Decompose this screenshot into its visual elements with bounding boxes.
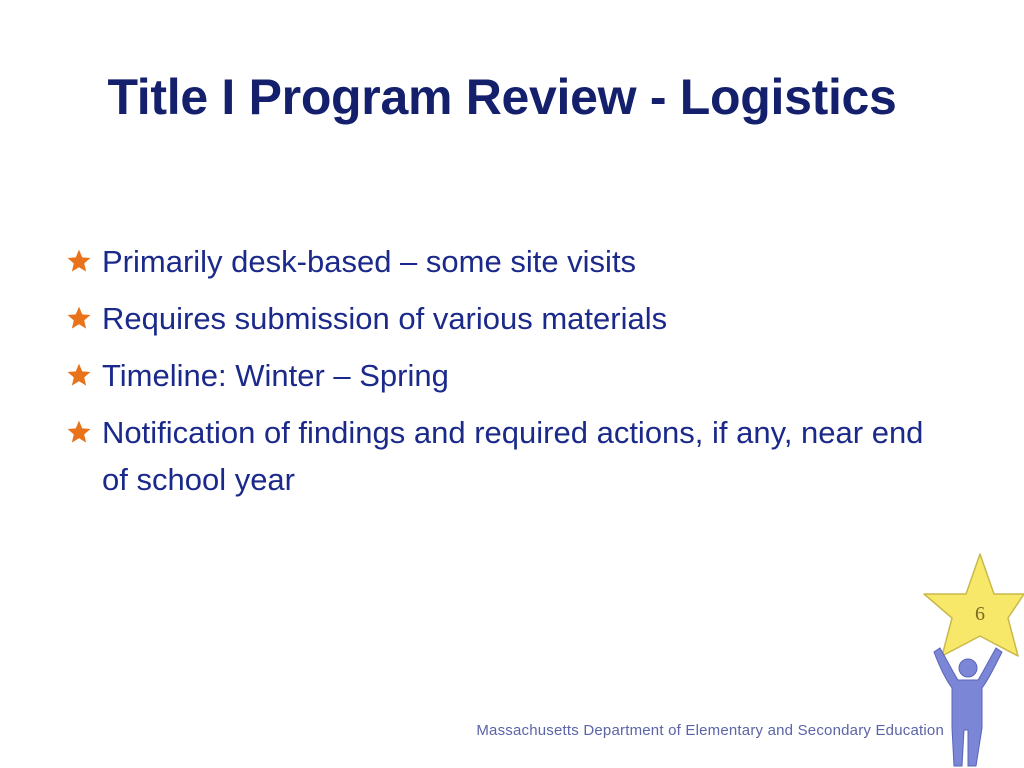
bullet-item bbox=[66, 238, 946, 285]
star-bullet-icon bbox=[66, 305, 92, 331]
bullet-text: Timeline: Winter – Spring bbox=[102, 358, 449, 393]
star-bullet-icon bbox=[66, 248, 92, 274]
page-number: 6 bbox=[975, 603, 985, 625]
footer-text: Massachusetts Department of Elementary and Secondary Education bbox=[476, 722, 944, 739]
star-bullet-icon bbox=[66, 419, 92, 445]
star-bullet-icon bbox=[66, 362, 92, 388]
bullet-list bbox=[66, 238, 946, 513]
bullet-text: Notification of findings and required actions, if any, near end of school year bbox=[102, 415, 924, 497]
bullet-text: Requires submission of various materials bbox=[102, 301, 668, 336]
bullet-item bbox=[66, 295, 946, 342]
bullet-text: Primarily desk-based – some site visits bbox=[102, 244, 637, 279]
bullet-item bbox=[66, 352, 946, 399]
bullet-item bbox=[66, 409, 946, 503]
slide-title: Title I Program Review - Logistics bbox=[107, 69, 897, 125]
